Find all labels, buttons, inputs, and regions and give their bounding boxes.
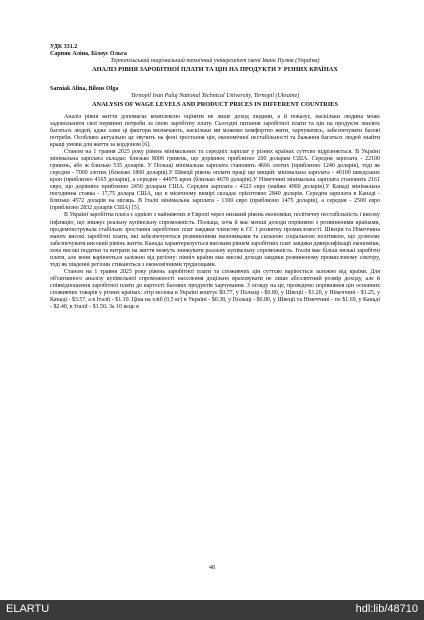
paragraph-intro: Аналіз рівня життя допомагає комплексно оцінити не лише доход людини, а й показує, наскільки людина може задовольнити свої первинні потреби за свою заробітну плату. Сьогодні питання заробітної плати та цін на продукти хвилює багатьох людей, адже саме ці фактори визначають, наскільки ми можемо комфортно жити, харчуватись, забезпечувати базові потреби. Особливо актуально це звучить на фоні зростання цін, економічної нестабільності та бажання багатьох людей знайти кращі умови для життя за кордоном [6]. [50, 113, 380, 148]
english-affiliation: Ternopil Ivan Puluj National Technical University, Ternopil (Ukraine) [130, 93, 300, 100]
english-authors: Sarniak Alina, Bilous Olga [50, 86, 119, 93]
english-title: ANALYSIS OF WAGE LEVELS AND PRODUCT PRICES IN DIFFERENT COUNTRIES [91, 101, 339, 109]
page-content [50, 44, 380, 311]
repository-footer [0, 600, 424, 620]
udk-code: УДК 331.2 [50, 44, 78, 50]
repository-name[interactable]: ELARTU [6, 603, 50, 615]
paragraph-prices: Станом на 1 травня 2025 року рівень заробітної плати та споживчих цін суттєво варіюється залежно від країни. Для об'єктивного аналізу купівельної спроможності населення доцільно враховувати не лише абсолютний розмір доходу, але й співвідношення заробітної плати до вартості базових продуктів харчування. З огляду на це, проведемо порівняння цін основних споживчих товарів у різних країнах: літр молока в Україні коштує $0.77, у Польщі - $0.80, у Швеції - $1.20, у Німеччині - $1.25, у Канаді - $3.57, а в Італії - $1.10. Ціна на хліб (0,5 кг) в Україні - $0.38, у Польщі - $0.80, у Швеції та Німеччині - по $1.69, у Канаді - $2.40, в Італії - $1.50. За 10 яєць в [50, 268, 380, 311]
article-body [50, 114, 380, 311]
paragraph-economy: В Україні заробітна плата є однією з найнижчих в Європі через низький рівень економіки, політичну нестабільність і високу інфляцію, що знижує реальну купівельну спроможність. Польща, хоча й має менші доходи порівняно з розвиненими країнами, продемонструвала стабільне зростання заробітних плат завдяки членству в ЄС і розвитку промисловості. Швеція та Німеччина мають високі заробітні плати, які забезпечуються розвиненими економіками та сильною соціальною політикою, що дозволяє забезпечувати високий рівень життя. Канада характеризується високим рівнем заробітних плат завдяки диверсифікації економіки, хоча високі податки та витрати на життя можуть знижувати реальну купівельну спроможність. Італія має більш низькі заробітні плати, але вони варіюються залежно від регіону: північ країни має високі доходи завдяки розвиненому промисловому сектору, тоді як південні регіони стикаються з економічними труднощами. [50, 212, 380, 268]
ukrainian-authors: Сарняк Аліна, Білоус Ольга [50, 51, 127, 57]
handle-identifier[interactable]: hdl:lib/48710 [355, 603, 418, 615]
page-number: 48 [209, 565, 215, 571]
paragraph-wages: Станом на 1 травня 2025 року рівень мінімальних та середніх зарплат у різних країнах суттєво відрізняється. В Україні мінімальна зарплата складає: близько 8000 гривень, що дорівнює приблизно 200 доларам США. Середня зарплата - 22100 гривень, або ж близько 535 доларів. У Польщі мінімальна зарплата становить 4666 злотих (приблизно 1240 доларів), тоді як середня - 7000 злотих (близько 1860 доларів).У Швеції рівень оплати праці ще вищий: мінімальна зарплата - 40100 шведських крон (приблизно 4165 доларів), а середня - 44975 крон (близько 4670 доларів).У Німеччині мінімальна зарплата становить 2161 євро, що дорівнює приблизно 2450 доларам США. Середня зарплата - 4323 євро (майже 4900 доларів).У Канаді мінімальна погодинна ставка - 17,75 долара США, що в місячному вимірі складає орієнтовно 2840 доларів. Середня зарплата в Канаді - близько 4572 доларів на місяць. В Італії мінімальна зарплата - 1300 євро (приблизно 1475 доларів), а середня - 2500 євро (приблизно 2832 доларів США) [5]. [50, 149, 380, 212]
ukrainian-title: АНАЛІЗ РІВНЯ ЗАРОБІТНОЇ ПЛАТИ ТА ЦІН НА ПРОДУКТИ У РІЗНИХ КРАЇНАХ [92, 66, 338, 73]
ukrainian-affiliation: Тернопільський національний технічний університет імені Івана Пулюя (Україна) [110, 58, 320, 64]
